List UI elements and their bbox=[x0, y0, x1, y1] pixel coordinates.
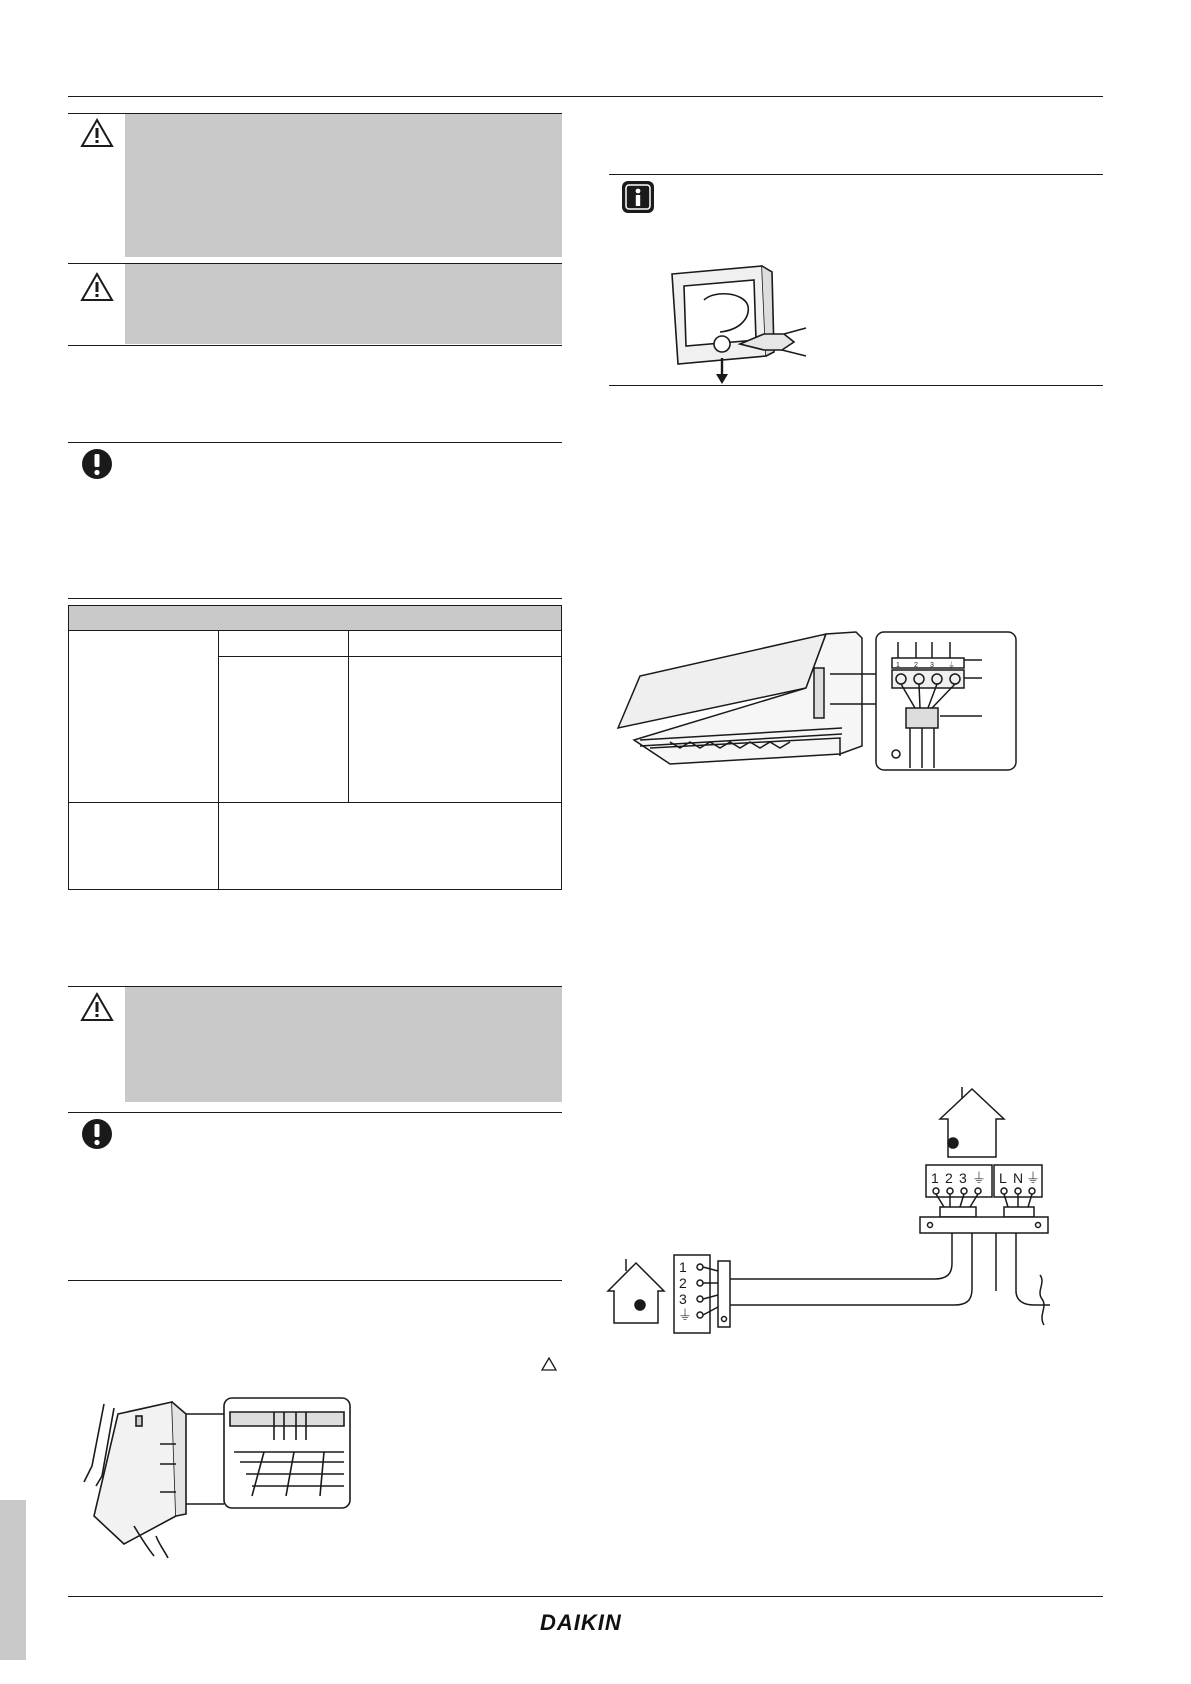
outdoor-terminal-label: 2 bbox=[945, 1170, 953, 1186]
notice-2-bottom-rule bbox=[68, 1280, 562, 1281]
warning-2-box bbox=[125, 264, 562, 344]
indoor-terminal-label: 1 bbox=[679, 1259, 687, 1275]
warning-triangle-icon bbox=[80, 992, 114, 1022]
cutting-knockout-figure bbox=[664, 260, 814, 390]
table-row-rule bbox=[68, 802, 562, 803]
brand-logo: DAIKIN bbox=[540, 1610, 622, 1635]
header-rule bbox=[68, 96, 1103, 97]
indoor-terminal-label: 2 bbox=[679, 1275, 687, 1291]
unit-terminal-label: 3 bbox=[930, 662, 934, 669]
warning-triangle-icon bbox=[80, 118, 114, 148]
small-triangle-icon bbox=[541, 1357, 557, 1371]
outdoor-dot-icon bbox=[948, 1138, 958, 1148]
unit-terminal-label: 1 bbox=[896, 662, 900, 669]
exclamation-circle-icon bbox=[80, 1117, 114, 1151]
wiring-diagram-figure bbox=[600, 1085, 1060, 1335]
table-col-divider-1 bbox=[218, 630, 219, 890]
outdoor-terminal-label: 1 bbox=[931, 1170, 939, 1186]
warning-1-box bbox=[125, 114, 562, 257]
table-body bbox=[68, 630, 562, 890]
outdoor-terminal-label: L bbox=[999, 1170, 1007, 1186]
outdoor-terminal-label: ⏚ bbox=[972, 1170, 986, 1186]
indoor-unit-terminal-figure bbox=[610, 628, 1020, 774]
indoor-house-icon bbox=[608, 1259, 664, 1323]
outdoor-terminal-label: N bbox=[1013, 1170, 1024, 1186]
outdoor-terminal-label: 3 bbox=[959, 1170, 967, 1186]
table-header-row bbox=[68, 605, 562, 631]
indoor-terminal-label: ⏚ bbox=[678, 1307, 692, 1323]
footer-rule bbox=[68, 1596, 1103, 1597]
side-tab bbox=[0, 1500, 26, 1660]
outdoor-terminal-label: ⏚ bbox=[1026, 1170, 1040, 1186]
notice-1-top-rule bbox=[68, 442, 562, 443]
warning-3-box bbox=[125, 987, 562, 1102]
notice-1-bottom-rule bbox=[68, 598, 562, 599]
info-bottom-rule bbox=[609, 385, 1103, 386]
table-subheader-rule bbox=[218, 656, 562, 657]
unit-terminal-label: 2 bbox=[914, 662, 918, 669]
unit-hook-detail-figure bbox=[74, 1396, 354, 1558]
warning-triangle-icon bbox=[80, 272, 114, 302]
exclamation-circle-icon bbox=[80, 447, 114, 481]
unit-terminal-label: ⏚ bbox=[948, 662, 955, 669]
warning-2-bottom-rule bbox=[68, 345, 562, 346]
info-top-rule bbox=[609, 174, 1103, 175]
info-icon bbox=[621, 180, 655, 214]
indoor-dot-icon bbox=[635, 1300, 645, 1310]
indoor-terminal-label: 3 bbox=[679, 1291, 687, 1307]
notice-2-top-rule bbox=[68, 1112, 562, 1113]
